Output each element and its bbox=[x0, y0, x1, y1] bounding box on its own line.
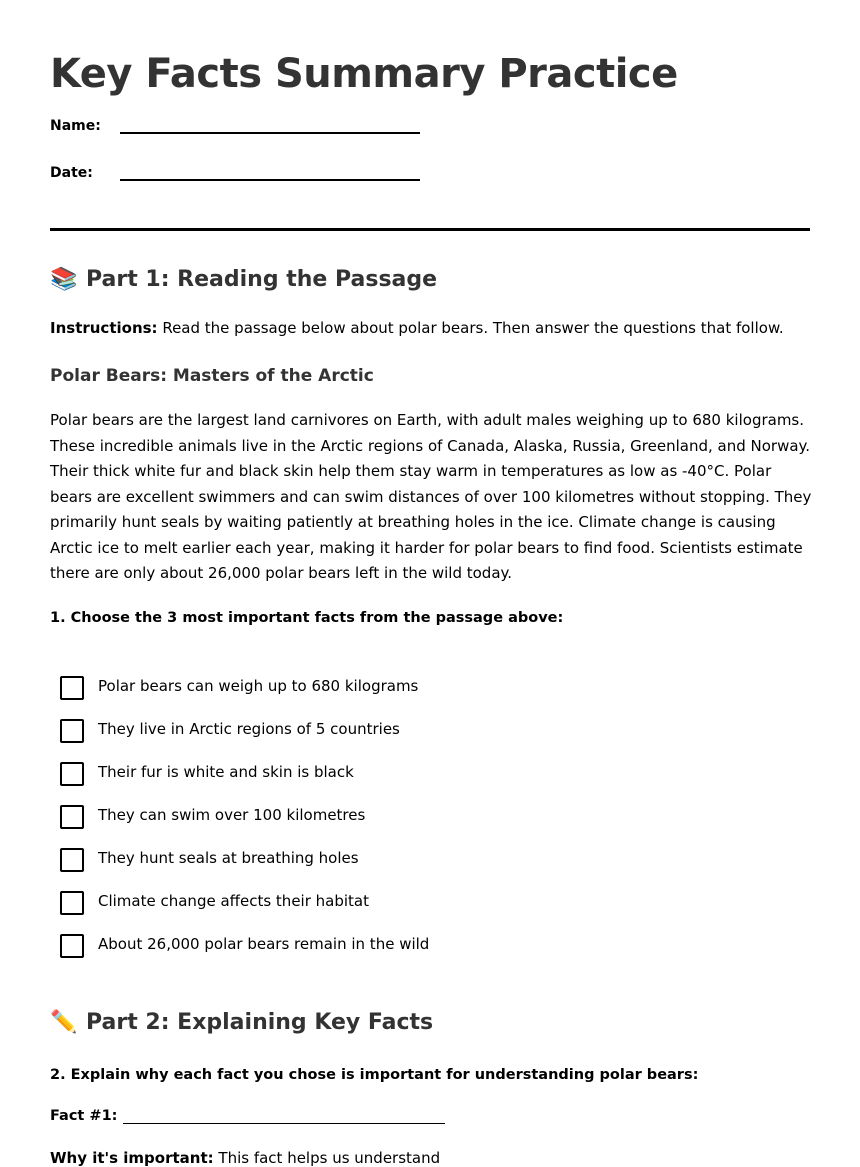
question-2: 2. Explain why each fact you chose is important for understanding polar bears: bbox=[50, 1067, 699, 1083]
part2-heading-text: Part 2: Explaining Key Facts bbox=[86, 1010, 434, 1035]
fact-checkbox[interactable] bbox=[60, 676, 84, 700]
fact-option-label: They hunt seals at breathing holes bbox=[98, 849, 359, 867]
passage-text: Polar bears are the largest land carnivores on Earth, with adult males weighing up to 680 kilograms. These incredible animals live in the Arctic regions of Canada, Alaska, Russia, Greenland, and Norway. Their thick white fur and black skin help them stay warm in temperatures as low as -40°C. Polar bears are excellent swimmers and can swim distances of over 100 kilometres without stopping. They primarily hunt seals by waiting patiently at breathing holes in the ice. Climate change is causing Arctic ice to melt earlier each year, making it harder for polar bears to find food. Scientists estimate there are only about 26,000 polar bears left in the wild today. bbox=[50, 411, 812, 582]
question-1: 1. Choose the 3 most important facts from the passage above: bbox=[50, 610, 564, 626]
page-title: Key Facts Summary Practice bbox=[50, 51, 678, 97]
fact-checkbox[interactable] bbox=[60, 719, 84, 743]
fact-1-label: Fact #1: bbox=[50, 1108, 118, 1124]
fact-option-label: They live in Arctic regions of 5 countries bbox=[98, 720, 400, 738]
part2-heading bbox=[50, 1010, 433, 1035]
date-field-row bbox=[50, 163, 810, 210]
date-label: Date: bbox=[50, 165, 93, 181]
books-icon: 📚 bbox=[50, 267, 78, 292]
instructions-label: Instructions: bbox=[50, 319, 158, 337]
name-label: Name: bbox=[50, 118, 101, 134]
fact-option-label: Their fur is white and skin is black bbox=[98, 763, 354, 781]
fact-checkbox[interactable] bbox=[60, 762, 84, 786]
fact-option-label: About 26,000 polar bears remain in the wild bbox=[98, 935, 430, 953]
instructions-text: Read the passage below about polar bears. Then answer the questions that follow. bbox=[157, 319, 784, 337]
fact-checkbox[interactable] bbox=[60, 934, 84, 958]
fact-checkbox[interactable] bbox=[60, 805, 84, 829]
fact-option-label: Climate change affects their habitat bbox=[98, 892, 369, 910]
name-field[interactable] bbox=[120, 132, 420, 134]
worksheet-page bbox=[0, 0, 860, 210]
part1-heading bbox=[50, 267, 437, 292]
passage-title: Polar Bears: Masters of the Arctic bbox=[50, 366, 374, 386]
section-divider bbox=[50, 228, 810, 231]
fact-checkbox[interactable] bbox=[60, 848, 84, 872]
why-important-text: This fact helps us understand bbox=[213, 1149, 441, 1167]
fact-1-row bbox=[50, 1108, 445, 1124]
fact-1-input[interactable] bbox=[123, 1109, 445, 1124]
date-field[interactable] bbox=[120, 179, 420, 181]
fact-option-label: They can swim over 100 kilometres bbox=[98, 806, 366, 824]
fact-option-label: Polar bears can weigh up to 680 kilograms bbox=[98, 677, 419, 695]
part1-heading-text: Part 1: Reading the Passage bbox=[86, 267, 438, 292]
instructions bbox=[50, 319, 784, 337]
why-important-row bbox=[50, 1149, 440, 1167]
fact-checkbox[interactable] bbox=[60, 891, 84, 915]
pencil-icon: ✏️ bbox=[50, 1010, 78, 1035]
name-field-row bbox=[50, 116, 810, 163]
why-important-label: Why it's important: bbox=[50, 1149, 214, 1167]
